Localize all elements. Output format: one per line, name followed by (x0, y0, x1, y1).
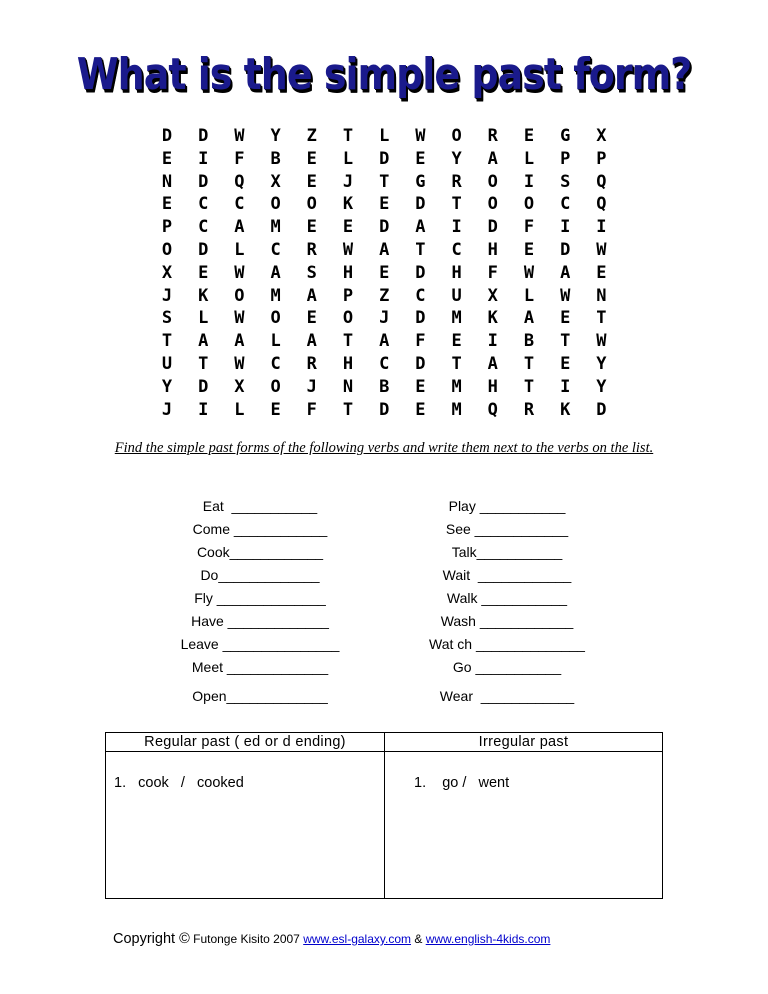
grid-letter: D (596, 399, 607, 420)
verb-item: See ____________ (445, 521, 569, 537)
verb-item: Go ___________ (452, 659, 562, 675)
grid-letter: X (487, 285, 498, 306)
copyright-text: Copyright © (113, 931, 190, 947)
grid-letter: D (487, 217, 498, 238)
grid-letter: E (161, 148, 173, 169)
grid-letter: W (596, 240, 607, 260)
grid-letter: M (451, 308, 462, 329)
grid-letter: C (234, 194, 245, 215)
grid-letter: J (306, 376, 317, 397)
grid-letter: D (379, 148, 390, 169)
grid-letter: T (342, 331, 354, 352)
grid-letter: Z (379, 285, 390, 306)
grid-letter: O (270, 376, 281, 397)
grid-letter: D (415, 354, 426, 374)
grid-letter: R (306, 354, 317, 374)
grid-letter: C (270, 240, 281, 260)
grid-letter: R (451, 171, 462, 192)
grid-letter: A (198, 331, 209, 352)
grid-letter: E (306, 148, 317, 169)
grid-letter: E (379, 262, 390, 283)
verb-item: Wear ____________ (439, 688, 575, 704)
grid-letter: K (560, 399, 571, 420)
grid-letter: C (198, 194, 209, 215)
grid-letter: W (234, 262, 245, 283)
instructions: Find the simple past forms of the following verbs and write them next to the verbs on the list. (114, 440, 654, 456)
verb-item: Play ___________ (448, 498, 566, 514)
verb-item: Wash ____________ (440, 613, 574, 629)
grid-letter: E (596, 262, 607, 283)
grid-letter: T (596, 308, 607, 329)
grid-letter: J (342, 171, 354, 192)
grid-letter: A (270, 262, 281, 283)
grid-letter: E (306, 217, 317, 238)
grid-letter: M (451, 399, 462, 420)
grid-letter: S (161, 308, 173, 329)
grid-letter: N (596, 285, 607, 306)
grid-letter: E (306, 308, 317, 329)
grid-letter: A (379, 240, 390, 260)
grid-letter: N (161, 171, 173, 192)
grid-letter: O (523, 194, 535, 215)
grid-letter: L (270, 331, 281, 352)
grid-letter: D (198, 126, 209, 146)
irregular-example: 1. go / went (414, 775, 510, 791)
verb-item: Walk ___________ (446, 590, 568, 606)
grid-letter: W (596, 331, 607, 352)
grid-letter: M (270, 217, 281, 238)
grid-letter: D (198, 376, 209, 397)
verb-item: Leave _______________ (180, 636, 340, 652)
grid-letter: H (487, 240, 498, 260)
grid-letter: E (379, 194, 390, 215)
grid-letter: J (161, 285, 173, 306)
grid-letter: G (560, 126, 571, 146)
grid-letter: H (487, 376, 498, 397)
grid-letter: A (379, 331, 390, 352)
grid-letter: F (523, 217, 535, 238)
grid-letter: E (560, 354, 571, 374)
verb-item: Eat ___________ (202, 498, 318, 514)
grid-letter: O (270, 308, 281, 329)
link-esl-galaxy[interactable]: www.esl-galaxy.com (303, 932, 412, 946)
grid-letter: I (198, 148, 209, 169)
grid-letter: E (342, 217, 354, 238)
grid-letter: T (342, 126, 354, 146)
grid-letter: W (234, 354, 245, 374)
grid-letter: Y (596, 354, 607, 374)
grid-letter: O (306, 194, 317, 215)
grid-letter: D (560, 240, 571, 260)
grid-letter: S (306, 262, 317, 283)
grid-letter: P (560, 148, 571, 169)
grid-letter: I (523, 171, 535, 192)
grid-letter: C (198, 217, 209, 238)
grid-letter: X (161, 262, 173, 283)
grid-letter: W (415, 126, 426, 146)
author-text: Futonge Kisito 2007 (189, 932, 304, 946)
regular-example: 1. cook / cooked (114, 775, 244, 791)
grid-letter: H (451, 262, 462, 283)
grid-letter: L (379, 126, 390, 146)
grid-letter: L (523, 148, 535, 169)
grid-letter: X (270, 171, 281, 192)
grid-letter: X (596, 126, 607, 146)
grid-letter: Y (270, 126, 281, 146)
link-english-4kids[interactable]: www.english-4kids.com (425, 932, 551, 946)
grid-letter: C (560, 194, 571, 215)
grid-letter: D (379, 217, 390, 238)
grid-letter: J (379, 308, 390, 329)
grid-letter: C (415, 285, 426, 306)
grid-letter: W (234, 308, 245, 329)
grid-letter: C (270, 354, 281, 374)
grid-letter: P (161, 217, 173, 238)
header-regular-past: Regular past ( ed or d ending) (144, 734, 346, 750)
grid-letter: I (451, 217, 462, 238)
header-irregular-past: Irregular past (478, 734, 569, 750)
grid-letter: T (523, 376, 535, 397)
grid-letter: D (415, 308, 426, 329)
grid-letter: B (270, 148, 281, 169)
grid-letter: K (342, 194, 354, 215)
grid-letter: T (451, 194, 462, 215)
grid-letter: A (306, 285, 317, 306)
grid-letter: I (560, 376, 571, 397)
grid-letter: I (596, 217, 607, 238)
grid-letter: D (198, 171, 209, 192)
grid-letter: P (342, 285, 354, 306)
grid-letter: L (523, 285, 535, 306)
verb-item: Do_____________ (200, 567, 320, 583)
verb-item: Wat ch ______________ (429, 636, 585, 652)
grid-letter: Q (234, 171, 245, 192)
grid-letter: C (379, 354, 390, 374)
grid-letter: E (523, 126, 535, 146)
grid-letter: E (415, 148, 426, 169)
grid-letter: T (415, 240, 426, 260)
grid-letter: F (306, 399, 317, 420)
grid-letter: E (161, 194, 173, 215)
grid-letter: J (161, 399, 173, 420)
grid-letter: E (451, 331, 462, 352)
grid-letter: T (161, 331, 173, 352)
grid-letter: U (161, 354, 173, 374)
grid-letter: T (523, 354, 535, 374)
grid-letter: O (270, 194, 281, 215)
verb-item: Fly ______________ (194, 590, 326, 606)
grid-letter: E (415, 376, 426, 397)
grid-letter: A (560, 262, 571, 283)
grid-letter: K (198, 285, 209, 306)
grid-letter: W (523, 262, 535, 283)
grid-letter: W (560, 285, 571, 306)
grid-letter: W (234, 126, 245, 146)
verb-item: Talk___________ (451, 544, 563, 560)
grid-letter: A (234, 217, 245, 238)
grid-letter: T (198, 354, 209, 374)
grid-letter: E (560, 308, 571, 329)
grid-letter: E (415, 399, 426, 420)
grid-letter: A (234, 331, 245, 352)
grid-letter: E (198, 262, 209, 283)
grid-letter: B (523, 331, 535, 352)
grid-letter: O (234, 285, 245, 306)
grid-letter: X (234, 376, 245, 397)
footer (113, 931, 550, 947)
table-divider-horizontal (106, 751, 662, 752)
grid-letter: L (234, 240, 245, 260)
grid-letter: W (342, 240, 354, 260)
grid-letter: T (342, 399, 354, 420)
grid-letter: L (342, 148, 354, 169)
grid-letter: R (487, 126, 498, 146)
grid-letter: Z (306, 126, 317, 146)
grid-letter: F (415, 331, 426, 352)
grid-letter: P (596, 148, 607, 169)
verb-item: Meet _____________ (191, 659, 329, 675)
grid-letter: G (415, 171, 426, 192)
grid-letter: I (487, 331, 498, 352)
grid-letter: L (234, 399, 245, 420)
grid-letter: A (306, 331, 317, 352)
page-title: What is the simple past form? (76, 48, 692, 100)
grid-letter: E (306, 171, 317, 192)
grid-letter: Q (596, 171, 607, 192)
verb-item: Cook____________ (196, 544, 324, 560)
grid-letter: O (451, 126, 462, 146)
table-divider-vertical (384, 733, 385, 898)
grid-letter: H (342, 354, 354, 374)
grid-letter: F (487, 262, 498, 283)
grid-letter: T (560, 331, 571, 352)
answer-table (105, 732, 663, 899)
grid-letter: A (487, 148, 498, 169)
grid-letter: O (487, 171, 498, 192)
grid-letter: D (379, 399, 390, 420)
grid-letter: Q (596, 194, 607, 215)
grid-letter: I (198, 399, 209, 420)
grid-letter: O (487, 194, 498, 215)
grid-letter: O (161, 240, 173, 260)
grid-letter: H (342, 262, 354, 283)
grid-letter: Q (487, 399, 498, 420)
grid-letter: T (379, 171, 390, 192)
verb-item: Come ____________ (192, 521, 328, 537)
grid-letter: O (342, 308, 354, 329)
grid-letter: A (523, 308, 535, 329)
grid-letter: R (523, 399, 535, 420)
grid-letter: T (451, 354, 462, 374)
grid-letter: Y (161, 376, 173, 397)
grid-letter: I (560, 217, 571, 238)
grid-letter: D (415, 262, 426, 283)
grid-letter: M (270, 285, 281, 306)
grid-letter: E (270, 399, 281, 420)
grid-letter: L (198, 308, 209, 329)
verb-item: Have _____________ (191, 613, 329, 629)
grid-letter: A (487, 354, 498, 374)
grid-letter: C (451, 240, 462, 260)
grid-letter: Y (596, 376, 607, 397)
grid-letter: Y (451, 148, 462, 169)
grid-letter: D (198, 240, 209, 260)
grid-letter: D (161, 126, 173, 146)
grid-letter: N (342, 376, 354, 397)
grid-letter: K (487, 308, 498, 329)
grid-letter: U (451, 285, 462, 306)
grid-letter: B (379, 376, 390, 397)
verb-item: Wait ____________ (442, 567, 572, 583)
ampersand: & (411, 932, 426, 946)
grid-letter: S (560, 171, 571, 192)
grid-letter: R (306, 240, 317, 260)
grid-letter: D (415, 194, 426, 215)
grid-letter: E (523, 240, 535, 260)
grid-letter: M (451, 376, 462, 397)
grid-letter: F (234, 148, 245, 169)
grid-letter: A (415, 217, 426, 238)
verb-item: Open_____________ (192, 688, 328, 704)
